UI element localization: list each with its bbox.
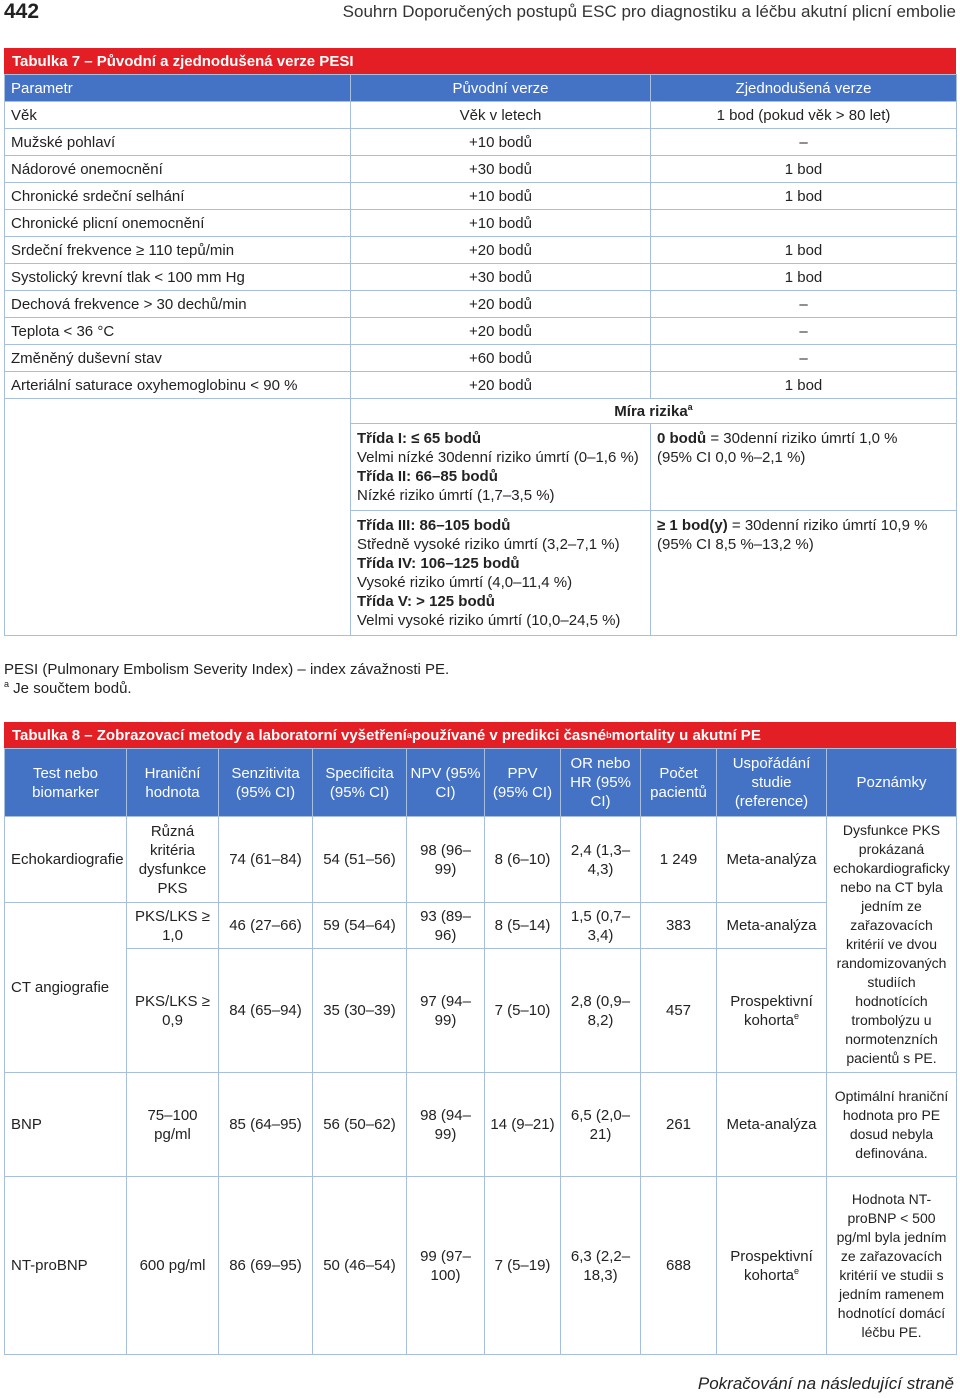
- col-original: Původní verze: [351, 75, 651, 102]
- table-row: [5, 903, 957, 949]
- risk-class-label: Třída IV: 106–125 bodů: [357, 555, 520, 572]
- footnote-pesi: PESI (Pulmonary Embolism Severity Index) – index závažnosti PE.: [4, 661, 450, 678]
- col-parametr: Parametr: [5, 75, 351, 102]
- continuation-note: Pokračování na následující straně: [697, 1374, 954, 1393]
- original-cell: +10 bodů: [351, 210, 651, 237]
- simplified-cell: 1 bod: [651, 372, 957, 399]
- spec-cell: 35 (30–39): [313, 949, 407, 1073]
- col-notes: Poznámky: [827, 749, 957, 817]
- col-specificity: Specificita (95% CI): [313, 749, 407, 817]
- simplified-cell: [651, 210, 957, 237]
- param-cell: Nádorové onemocnění: [5, 156, 351, 183]
- col-or-hr: OR nebo HR (95% CI): [561, 749, 641, 817]
- sens-cell: 46 (27–66): [219, 903, 313, 949]
- col-patients: Počet pacientů: [641, 749, 717, 817]
- spec-cell: 59 (54–64): [313, 903, 407, 949]
- table-row: [5, 345, 957, 372]
- ppv-cell: 8 (6–10): [485, 817, 561, 903]
- design-cell: Meta-analýza: [717, 817, 827, 903]
- empty-cell: [5, 399, 351, 636]
- cutoff-cell: PKS/LKS ≥ 1,0: [127, 903, 219, 949]
- table-row: [5, 1177, 957, 1355]
- npv-cell: 99 (97–100): [407, 1177, 485, 1355]
- design-cell: Meta-analýza: [717, 903, 827, 949]
- simplified-cell: –: [651, 345, 957, 372]
- simplified-cell: 1 bod: [651, 183, 957, 210]
- risk-low-simplified: 0 bodů = 30denní riziko úmrtí 1,0 % (95% CI 0,0 %–2,1 %): [651, 424, 957, 511]
- col-ppv: PPV (95% CI): [485, 749, 561, 817]
- original-cell: +10 bodů: [351, 129, 651, 156]
- n-cell: 457: [641, 949, 717, 1073]
- design-cell: Prospektivní kohorta$^e$: [717, 949, 827, 1073]
- col-sensitivity: Senzitivita (95% CI): [219, 749, 313, 817]
- page-number: 442: [4, 0, 40, 23]
- npv-cell: 98 (96–99): [407, 817, 485, 903]
- col-design: Uspořádání studie (reference): [717, 749, 827, 817]
- risk-description: Velmi nízké 30denní riziko úmrtí (0–1,6 %): [357, 449, 639, 466]
- cutoff-cell: Různá kritéria dysfunkce PKS: [127, 817, 219, 903]
- param-cell: Mužské pohlaví: [5, 129, 351, 156]
- running-title: Souhrn Doporučených postupů ESC pro diagnostiku a léčbu akutní plicní embolie: [342, 2, 956, 21]
- table-row: [5, 129, 957, 156]
- param-cell: Změněný duševní stav: [5, 345, 351, 372]
- risk-description: Nízké riziko úmrtí (1,7–3,5 %): [357, 487, 555, 504]
- table7-title: Tabulka 7 – Původní a zjednodušená verze PESI: [4, 48, 956, 74]
- simplified-cell: 1 bod: [651, 156, 957, 183]
- param-cell: Srdeční frekvence ≥ 110 tepů/min: [5, 237, 351, 264]
- col-cutoff: Hraniční hodnota: [127, 749, 219, 817]
- table-row: [5, 318, 957, 345]
- cutoff-cell: 75–100 pg/ml: [127, 1073, 219, 1177]
- sens-cell: 84 (65–94): [219, 949, 313, 1073]
- risk-description: Středně vysoké riziko úmrtí (3,2–7,1 %): [357, 536, 620, 553]
- risk-class-label: Třída V: > 125 bodů: [357, 593, 495, 610]
- test-cell: BNP: [5, 1073, 127, 1177]
- n-cell: 383: [641, 903, 717, 949]
- test-cell: CT angiografie: [5, 903, 127, 1073]
- original-cell: +60 bodů: [351, 345, 651, 372]
- risk-description: Velmi vysoké riziko úmrtí (10,0–24,5 %): [357, 612, 621, 629]
- n-cell: 1 249: [641, 817, 717, 903]
- col-test: Test nebo biomarker: [5, 749, 127, 817]
- npv-cell: 93 (89–96): [407, 903, 485, 949]
- simplified-cell: –: [651, 318, 957, 345]
- table7-footnotes: [4, 660, 449, 698]
- or-cell: 6,3 (2,2–18,3): [561, 1177, 641, 1355]
- param-cell: Arteriální saturace oxyhemoglobinu < 90 %: [5, 372, 351, 399]
- or-cell: 6,5 (2,0–21): [561, 1073, 641, 1177]
- sens-cell: 86 (69–95): [219, 1177, 313, 1355]
- original-cell: +10 bodů: [351, 183, 651, 210]
- risk-class-label: Třída III: 86–105 bodů: [357, 517, 511, 534]
- ppv-cell: 7 (5–10): [485, 949, 561, 1073]
- col-npv: NPV (95% CI): [407, 749, 485, 817]
- risk-class-label: Třída I: ≤ 65 bodů: [357, 430, 482, 447]
- table-row: [5, 156, 957, 183]
- note-cell: Hodnota NT-proBNP < 500 pg/ml byla jedním ze zařazovacích kritérií ve studii s jedním ramenem hodnotící domácí léčbu PE.: [827, 1177, 957, 1355]
- table8-title: Tabulka 8 – Zobrazovací metody a laboratorní vyšetření a používané v predikci časné b mortality u akutní PE: [4, 722, 956, 748]
- test-cell: Echokardiografie: [5, 817, 127, 903]
- table-row: [5, 949, 957, 1073]
- table-row: [5, 1073, 957, 1177]
- table-row: [5, 817, 957, 903]
- risk-description: Vysoké riziko úmrtí (4,0–11,4 %): [357, 574, 573, 591]
- table-row: [5, 210, 957, 237]
- n-cell: 261: [641, 1073, 717, 1177]
- table7-header-row: [5, 75, 957, 102]
- table-row: [5, 264, 957, 291]
- table-row: [5, 183, 957, 210]
- or-cell: 1,5 (0,7–3,4): [561, 903, 641, 949]
- note-cell: Dysfunkce PKS prokázaná echokardiograficky nebo na CT byla jedním ze zařazovacích kritérií ve dvou randomizovaných studiích hodnotících trombolýzu u normotenzních pacientů s PE.: [827, 817, 957, 1073]
- risk-high-original: [351, 511, 651, 636]
- original-cell: Věk v letech: [351, 102, 651, 129]
- n-cell: 688: [641, 1177, 717, 1355]
- simplified-cell: –: [651, 129, 957, 156]
- prognosis-table: [4, 748, 957, 1355]
- col-simplified: Zjednodušená verze: [651, 75, 957, 102]
- risk-header: Míra rizika$^a$: [351, 399, 957, 424]
- param-cell: Systolický krevní tlak < 100 mm Hg: [5, 264, 351, 291]
- ppv-cell: 8 (5–14): [485, 903, 561, 949]
- param-cell: Teplota < 36 °C: [5, 318, 351, 345]
- sens-cell: 74 (61–84): [219, 817, 313, 903]
- original-cell: +20 bodů: [351, 318, 651, 345]
- risk-class-label: Třída II: 66–85 bodů: [357, 468, 498, 485]
- footnote-a: $^a$ Je součtem bodů.: [4, 679, 132, 697]
- param-cell: Chronické srdeční selhání: [5, 183, 351, 210]
- table-row: [5, 372, 957, 399]
- ppv-cell: 14 (9–21): [485, 1073, 561, 1177]
- param-cell: Dechová frekvence > 30 dechů/min: [5, 291, 351, 318]
- cutoff-cell: PKS/LKS ≥ 0,9: [127, 949, 219, 1073]
- param-cell: Chronické plicní onemocnění: [5, 210, 351, 237]
- spec-cell: 54 (51–56): [313, 817, 407, 903]
- table-row: [5, 291, 957, 318]
- cutoff-cell: 600 pg/ml: [127, 1177, 219, 1355]
- pesi-table: [4, 74, 957, 636]
- note-cell: Optimální hraniční hodnota pro PE dosud nebyla definována.: [827, 1073, 957, 1177]
- page-header: [0, 0, 960, 26]
- simplified-cell: 1 bod: [651, 264, 957, 291]
- or-cell: 2,4 (1,3–4,3): [561, 817, 641, 903]
- original-cell: +20 bodů: [351, 237, 651, 264]
- table8-header-row: [5, 749, 957, 817]
- param-cell: Věk: [5, 102, 351, 129]
- table-row: [5, 237, 957, 264]
- spec-cell: 56 (50–62): [313, 1073, 407, 1177]
- risk-header-row: [5, 399, 957, 424]
- design-cell: Meta-analýza: [717, 1073, 827, 1177]
- npv-cell: 97 (94–99): [407, 949, 485, 1073]
- risk-low-original: [351, 424, 651, 511]
- simplified-cell: 1 bod: [651, 237, 957, 264]
- ppv-cell: 7 (5–19): [485, 1177, 561, 1355]
- table-row: [5, 102, 957, 129]
- original-cell: +30 bodů: [351, 264, 651, 291]
- original-cell: +20 bodů: [351, 372, 651, 399]
- simplified-cell: 1 bod (pokud věk > 80 let): [651, 102, 957, 129]
- design-cell: Prospektivní kohorta$^e$: [717, 1177, 827, 1355]
- or-cell: 2,8 (0,9–8,2): [561, 949, 641, 1073]
- original-cell: +30 bodů: [351, 156, 651, 183]
- spec-cell: 50 (46–54): [313, 1177, 407, 1355]
- npv-cell: 98 (94–99): [407, 1073, 485, 1177]
- risk-high-simplified: ≥ 1 bod(y) = 30denní riziko úmrtí 10,9 % (95% CI 8,5 %–13,2 %): [651, 511, 957, 636]
- original-cell: +20 bodů: [351, 291, 651, 318]
- sens-cell: 85 (64–95): [219, 1073, 313, 1177]
- simplified-cell: –: [651, 291, 957, 318]
- test-cell: NT-proBNP: [5, 1177, 127, 1355]
